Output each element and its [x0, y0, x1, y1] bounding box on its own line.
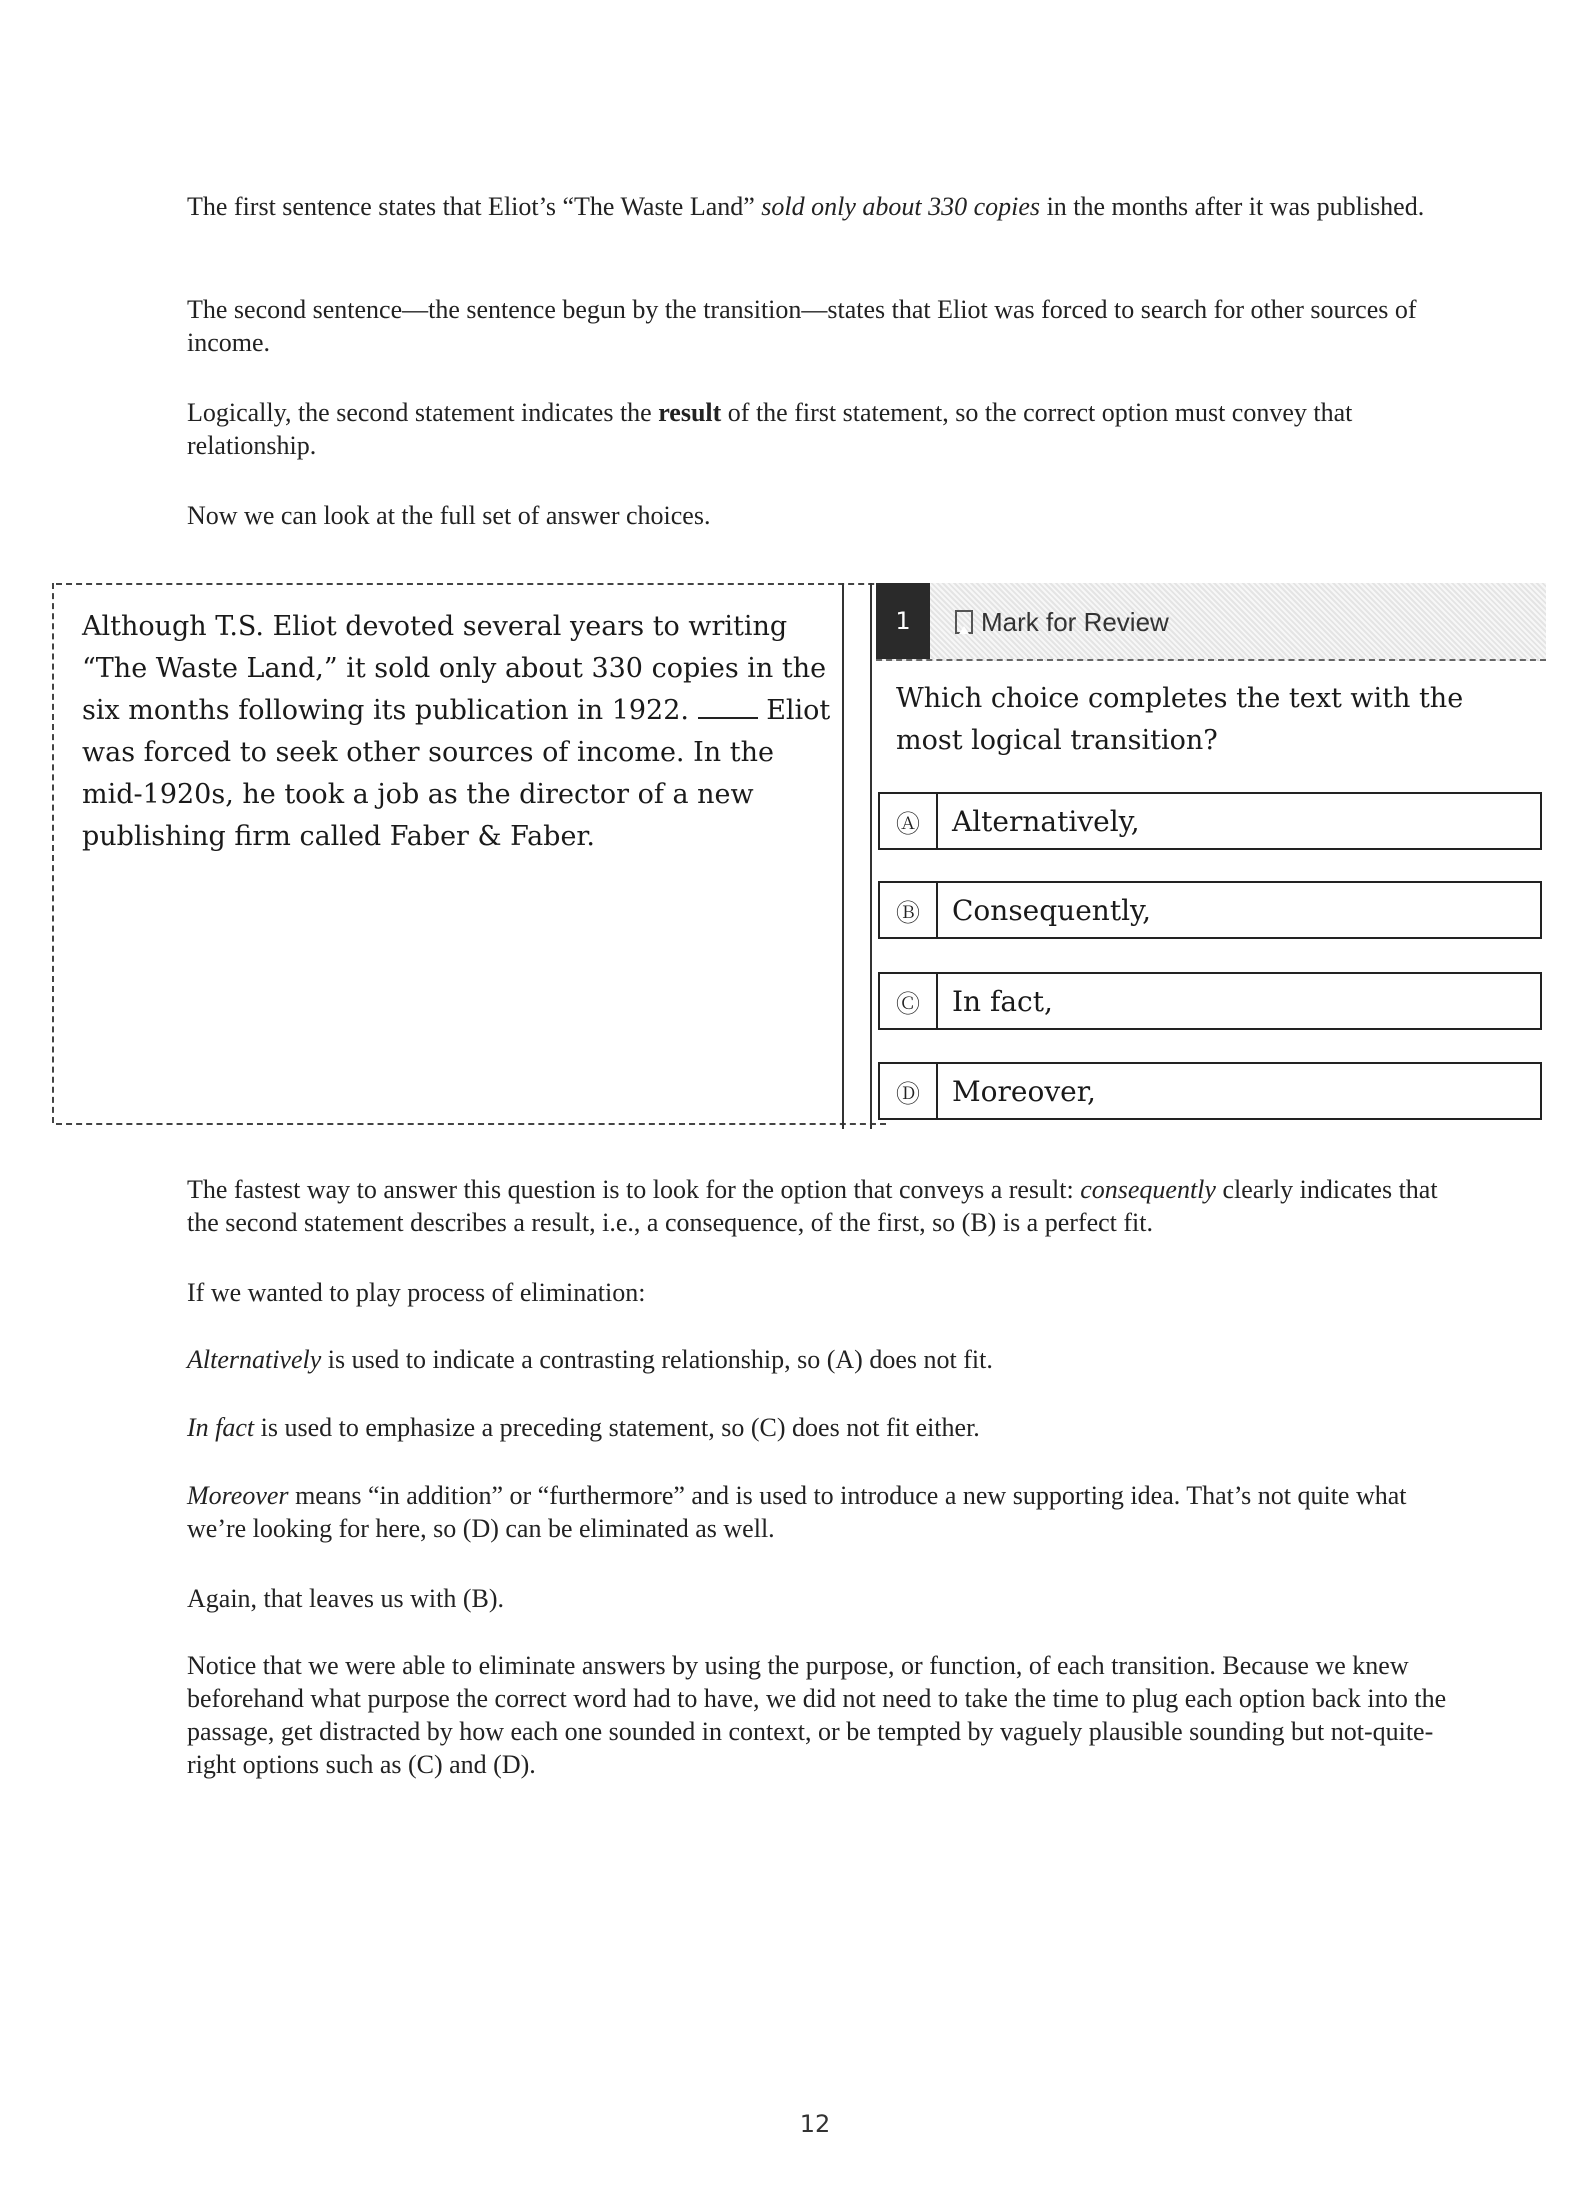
explanation-paragraph-3 [187, 1343, 1447, 1376]
explanation-paragraph-1 [187, 1173, 1447, 1239]
question-prompt: Which choice completes the text with the most logical transition? [896, 683, 1464, 756]
question-number: 1 [876, 583, 930, 659]
question-passage [82, 606, 832, 858]
choice-c-letter: Ⓒ [880, 974, 938, 1028]
expl-p1-emphasis: consequently [1080, 1175, 1216, 1204]
intro-paragraph-4: Now we can look at the full set of answer choices. [187, 501, 711, 530]
panel-left-border [52, 583, 54, 1123]
expl-p1-text-a: The fastest way to answer this question is to look for the option that conveys a result: [187, 1175, 1081, 1204]
intro-p1-text-a: The first sentence states that Eliot’s “The Waste Land” [187, 192, 762, 221]
expl-p5-emphasis: Moreover [187, 1481, 289, 1510]
choice-b-text: Consequently, [952, 893, 1152, 927]
passage-text-after: Eliot was forced to seek other sources of income. In the mid-1920s, he took a job as the director of a new publishing firm called Faber & Faber. [82, 695, 831, 852]
panel-divider-inner [870, 583, 872, 1129]
panel-divider [842, 583, 844, 1129]
passage-text-before: Although T.S. Eliot devoted several years to writing “The Waste Land,” it sold only about 330 copies in the six months following its publication in 1922. [82, 611, 827, 726]
expl-p3-emphasis: Alternatively [187, 1345, 322, 1374]
explanation-paragraph-5 [187, 1479, 1447, 1545]
intro-paragraph-3 [187, 396, 1447, 462]
explanation-paragraph-7: Notice that we were able to eliminate answers by using the purpose, or function, of each transition. Because we knew beforehand what purpose the correct word had to have, we did not need to take the time to plug each option back into the passage, get distracted by how each one sounded in context, or be tempted by vaguely plausible sounding but not-quite-right options such as (C) and (D). [187, 1651, 1447, 1779]
choice-c[interactable] [878, 972, 1542, 1030]
passage-blank [698, 695, 758, 719]
page-number: 12 [799, 2110, 831, 2138]
mark-for-review-button[interactable] [955, 604, 1169, 640]
panel-bottom-border [56, 1123, 886, 1125]
explanation-paragraph-6: Again, that leaves us with (B). [187, 1584, 504, 1613]
choice-d-text: Moreover, [952, 1074, 1096, 1108]
explanation-paragraph-4 [187, 1411, 1447, 1444]
expl-p4-emphasis: In fact [187, 1413, 255, 1442]
intro-p1-text-b: in the months after it was published. [1040, 192, 1425, 221]
expl-p1-text-b: clearly indicates that the second statement describes a result, i.e., a consequence, of the first, so (B) is a perfect fit. [187, 1175, 1438, 1237]
choice-d[interactable] [878, 1062, 1542, 1120]
intro-p3-bold: result [658, 398, 722, 427]
intro-paragraph-2: The second sentence—the sentence begun by the transition—states that Eliot was forced to search for other sources of income. [187, 295, 1417, 357]
choice-b[interactable] [878, 881, 1542, 939]
explanation-paragraph-2: If we wanted to play process of elimination: [187, 1278, 646, 1307]
intro-p3-text-a: Logically, the second statement indicates the [187, 398, 659, 427]
intro-p1-emphasis: sold only about 330 copies [761, 192, 1041, 221]
expl-p3-text: is used to indicate a contrasting relationship, so (A) does not fit. [321, 1345, 993, 1374]
choice-a[interactable] [878, 792, 1542, 850]
intro-p3-text-b: of the first statement, so the correct option must convey that relationship. [187, 398, 1353, 460]
expl-p5-text: means “in addition” or “furthermore” and is used to introduce a new supporting idea. That’s not quite what we’re looking for here, so (D) can be eliminated as well. [187, 1481, 1407, 1543]
mark-for-review-label: Mark for Review [981, 606, 1169, 637]
choice-a-text: Alternatively, [952, 804, 1140, 838]
expl-p4-text: is used to emphasize a preceding statement, so (C) does not fit either. [254, 1413, 980, 1442]
choice-a-letter: Ⓐ [880, 794, 938, 848]
intro-paragraph-1 [187, 190, 1447, 223]
choice-b-letter: Ⓑ [880, 883, 938, 937]
choice-d-letter: Ⓓ [880, 1064, 938, 1118]
bookmark-icon [955, 610, 973, 634]
choice-c-text: In fact, [952, 984, 1053, 1018]
